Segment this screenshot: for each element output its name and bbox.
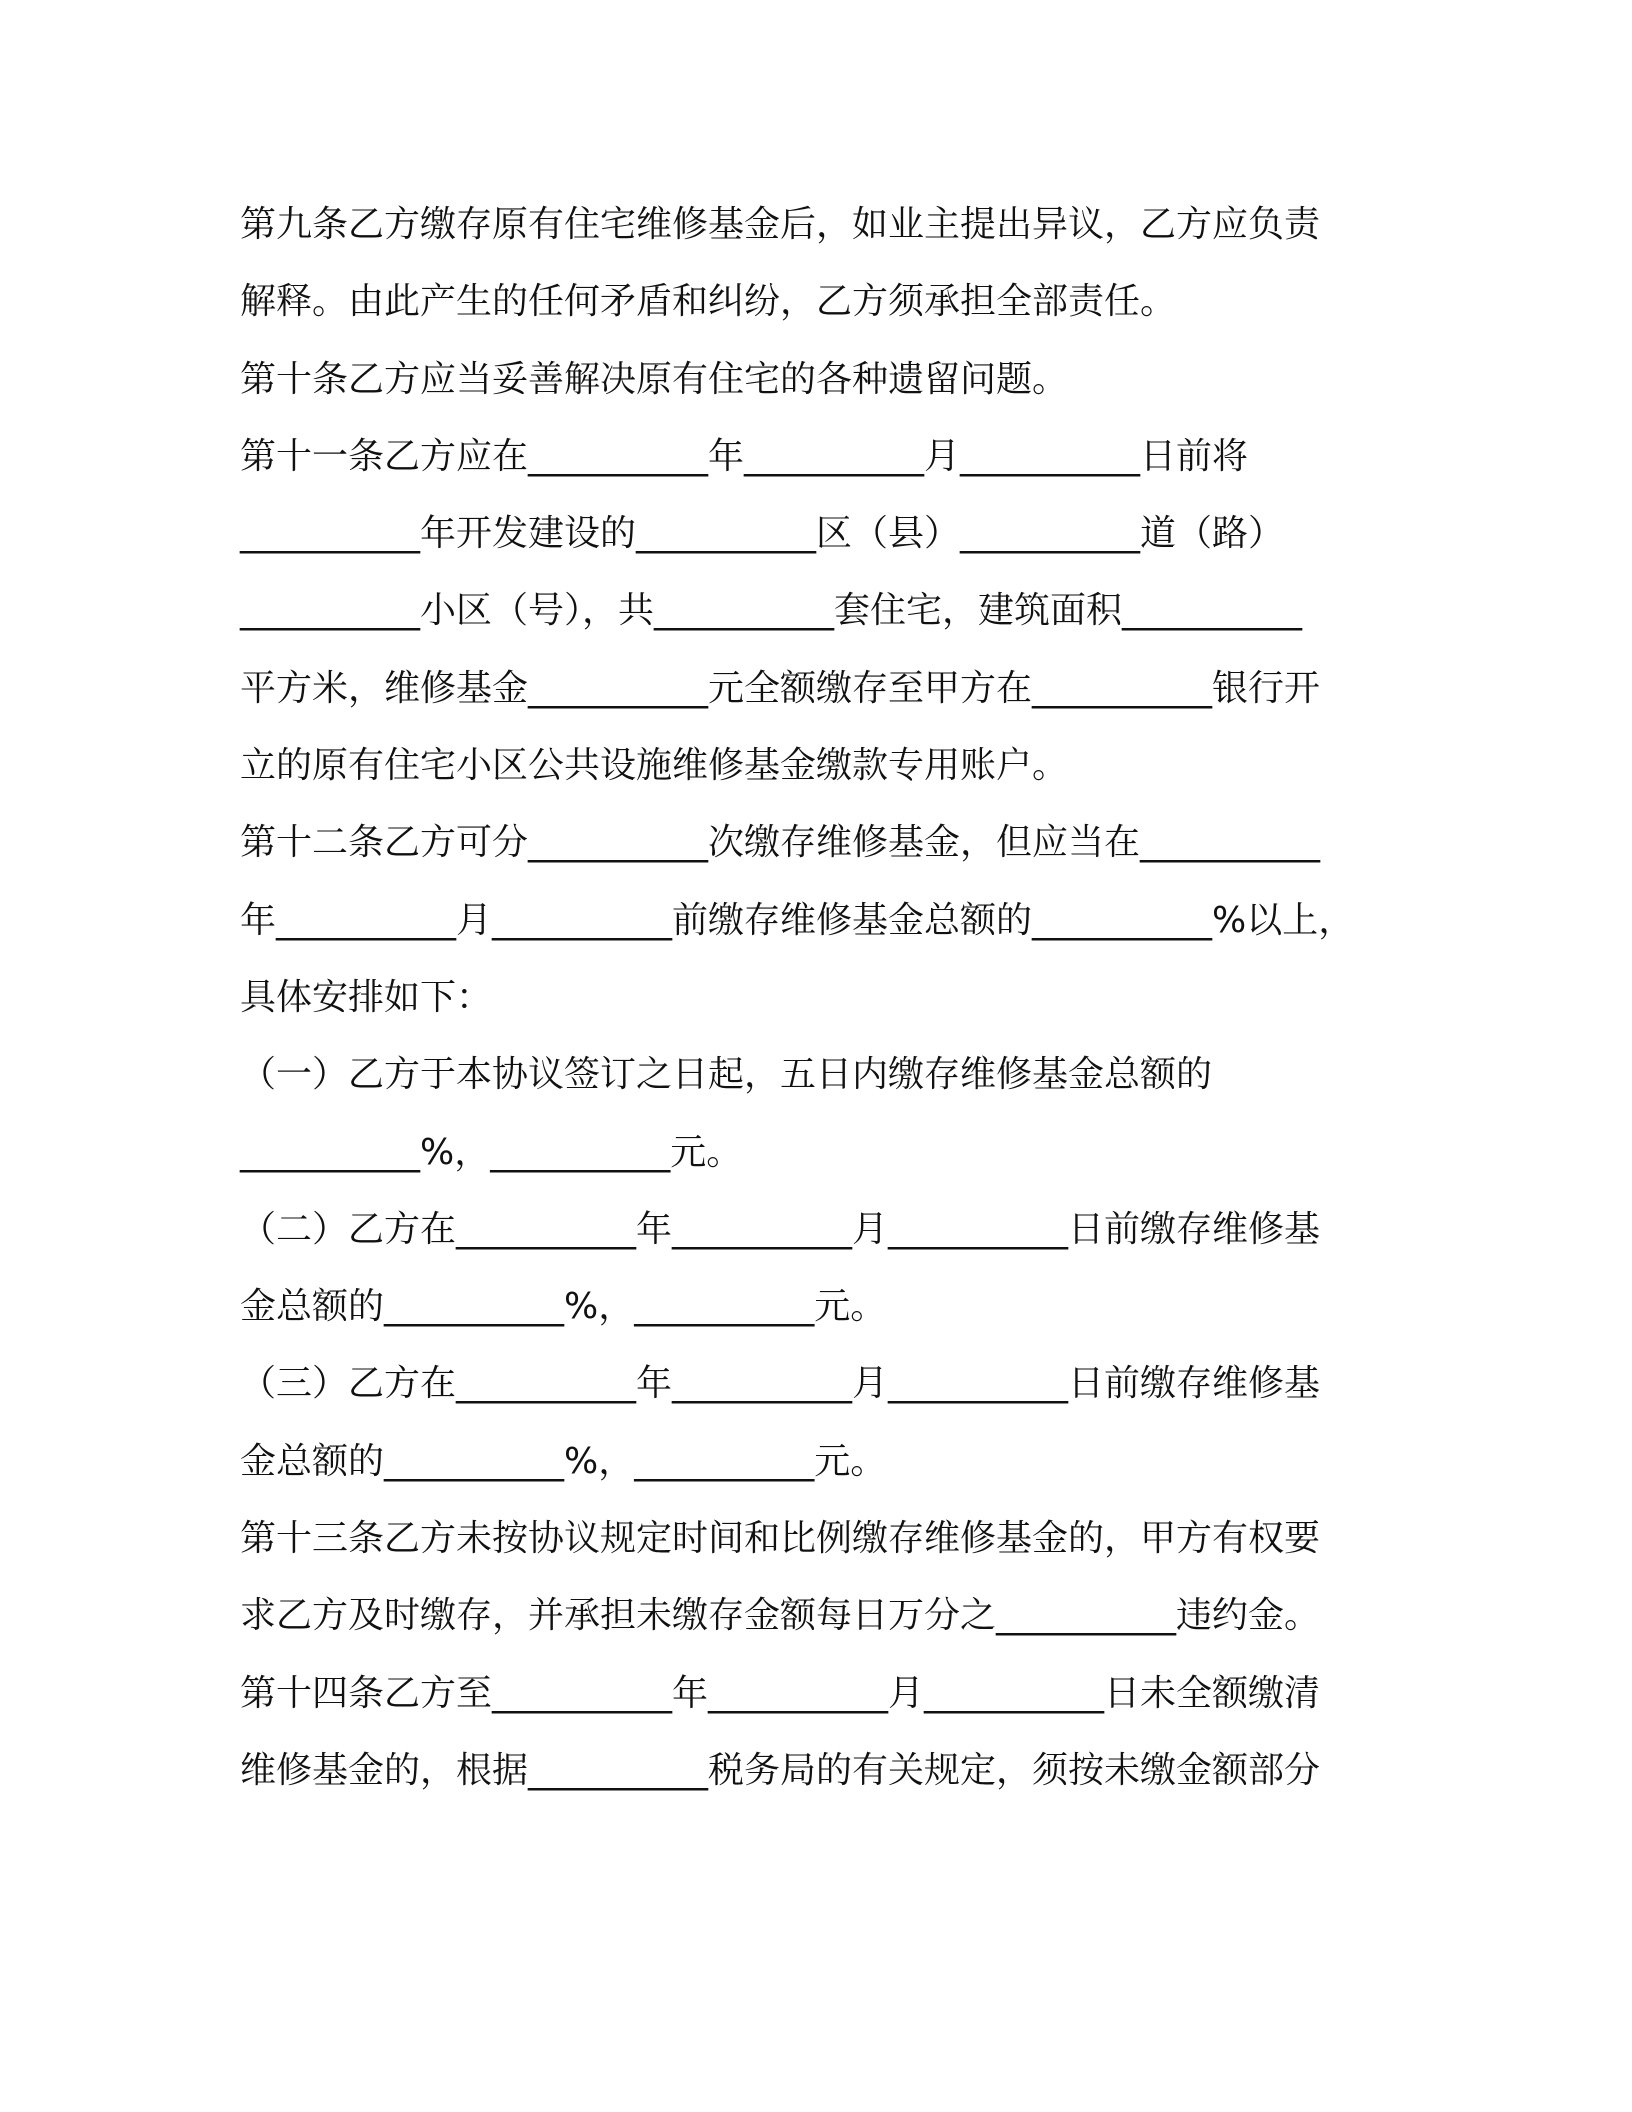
text-line: 平方米，维修基金__________元全额缴存至甲方在__________银行开 <box>240 667 1321 709</box>
text-line: 解释。由此产生的任何矛盾和纠纷，乙方须承担全部责任。 <box>240 281 1177 323</box>
text-line-item-3: （三）乙方在__________年__________月__________日前缴存维修基 <box>240 1363 1321 1405</box>
text-line-article-14: 第十四条乙方至__________年__________月__________日未全额缴清 <box>240 1672 1321 1714</box>
text-line: __________年开发建设的__________区（县）__________道（路） <box>240 513 1285 555</box>
text-line: 维修基金的，根据__________税务局的有关规定，须按未缴金额部分 <box>240 1749 1321 1791</box>
text-line-article-12: 第十二条乙方可分__________次缴存维修基金，但应当在__________ <box>240 822 1321 864</box>
text-line: 金总额的__________%，__________元。 <box>240 1440 887 1482</box>
text-line: __________%，__________元。 <box>240 1131 743 1173</box>
text-line: 具体安排如下： <box>240 976 493 1018</box>
text-line-article-9: 第九条乙方缴存原有住宅维修基金后，如业主提出异议，乙方应负责 <box>240 204 1321 245</box>
text-line: 求乙方及时缴存，并承担未缴存金额每日万分之__________违约金。 <box>240 1595 1321 1637</box>
document-body <box>240 186 1400 1809</box>
text-line-article-13: 第十三条乙方未按协议规定时间和比例缴存维修基金的，甲方有权要 <box>240 1518 1321 1560</box>
text-line-article-11: 第十一条乙方应在__________年__________月__________日前将 <box>240 435 1249 477</box>
text-line: 金总额的__________%，__________元。 <box>240 1286 887 1328</box>
text-line-item-1: （一）乙方于本协议签订之日起，五日内缴存维修基金总额的 <box>240 1054 1213 1096</box>
text-line: 立的原有住宅小区公共设施维修基金缴款专用账户。 <box>240 745 1069 787</box>
text-line: 年__________月__________前缴存维修基金总额的__________%以上， <box>240 899 1355 941</box>
text-line-item-2: （二）乙方在__________年__________月__________日前缴存维修基 <box>240 1208 1321 1250</box>
text-line: __________小区（号），共__________套住宅，建筑面积__________ <box>240 590 1303 632</box>
text-line-article-10: 第十条乙方应当妥善解决原有住宅的各种遗留问题。 <box>240 358 1069 400</box>
